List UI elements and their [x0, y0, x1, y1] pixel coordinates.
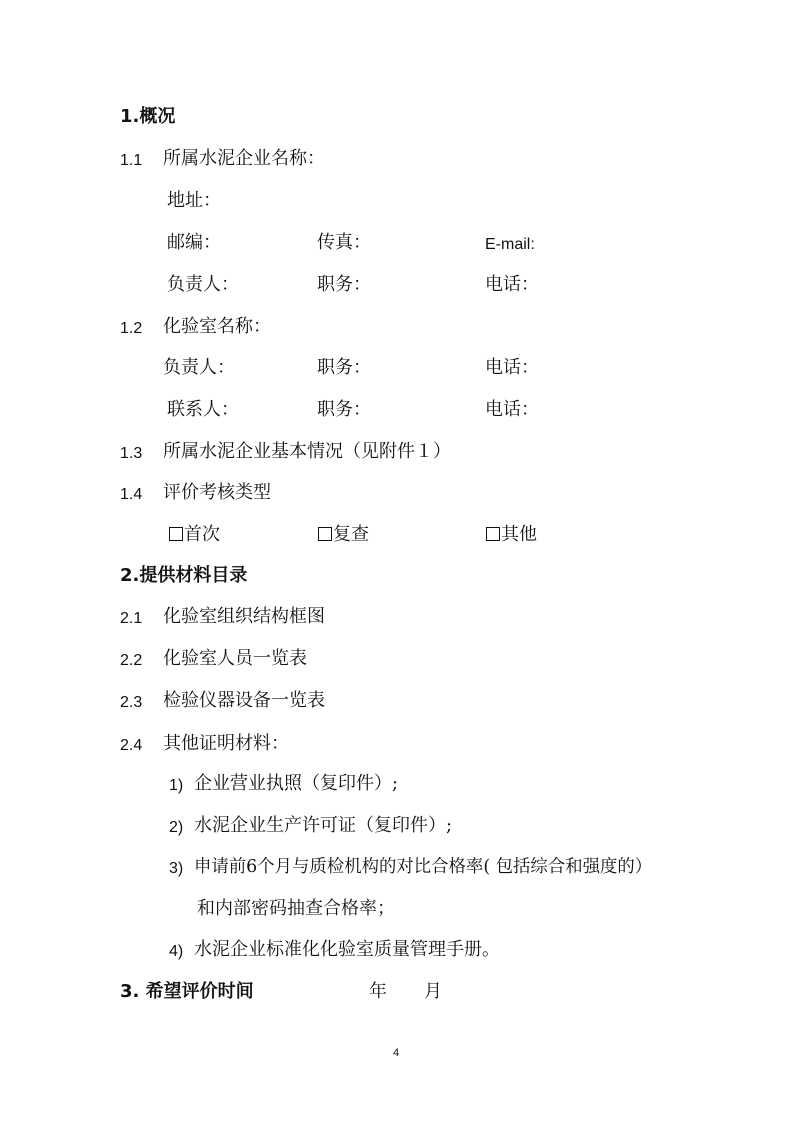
- item-2-2-label: 化验室人员一览表: [163, 648, 307, 669]
- contact-duty-label: 职务：: [317, 399, 371, 420]
- option-first-time[interactable]: [169, 524, 220, 546]
- sub-item-4-label: 水泥企业标准化化验室质量管理手册。: [194, 939, 500, 960]
- sub-item-3-continuation: 和内部密码抽查合格率；: [197, 898, 395, 919]
- sub-item-3-label: 申请前6个月与质检机构的对比合格率( 包括综合和强度的）: [194, 857, 653, 877]
- fax-label: 传真：: [317, 232, 371, 253]
- email-label: E-mail:: [485, 236, 535, 253]
- item-2-3-label: 检验仪器设备一览表: [163, 690, 325, 711]
- item-1-1-number: 1.1: [120, 152, 143, 169]
- checkbox-icon[interactable]: [486, 527, 500, 541]
- item-1-3-label: 所属水泥企业基本情况（见附件１）: [163, 441, 451, 462]
- lab-tel-label: 电话：: [485, 357, 539, 378]
- item-2-3-number: 2.3: [120, 694, 143, 711]
- item-2-1-number: 2.1: [120, 610, 143, 627]
- year-label: 年: [369, 981, 387, 1002]
- item-2-4-number: 2.4: [120, 737, 143, 754]
- item-1-3-number: 1.3: [120, 445, 143, 462]
- section-3-title: 3. 希望评价时间: [120, 981, 254, 1002]
- option-other-label: 其他: [501, 524, 537, 545]
- contact-tel-label: 电话：: [485, 399, 539, 420]
- item-1-4-number: 1.4: [120, 486, 143, 503]
- item-1-2-label: 化验室名称：: [163, 316, 271, 337]
- lab-head-label: 负责人：: [163, 357, 235, 378]
- item-1-4-label: 评价考核类型: [163, 482, 271, 503]
- company-tel-label: 电话：: [485, 274, 539, 295]
- item-2-4-label: 其他证明材料：: [163, 733, 289, 754]
- sub-item-1-number: 1): [169, 777, 184, 794]
- option-review[interactable]: [318, 524, 369, 546]
- sub-item-2-label: 水泥企业生产许可证（复印件）;: [194, 815, 453, 836]
- postcode-label: 邮编：: [167, 232, 221, 253]
- company-duty-label: 职务：: [317, 274, 371, 295]
- sub-item-3-number: 3): [169, 860, 184, 877]
- sub-item-4-number: 4): [169, 943, 184, 960]
- sub-item-1-label: 企业营业执照（复印件）;: [194, 773, 399, 794]
- company-head-label: 负责人：: [167, 274, 239, 295]
- item-2-2-number: 2.2: [120, 652, 143, 669]
- checkbox-icon[interactable]: [318, 527, 332, 541]
- checkbox-icon[interactable]: [169, 527, 183, 541]
- contact-label: 联系人：: [167, 399, 239, 420]
- section-2-title: 2.提供材料目录: [120, 565, 248, 586]
- item-1-1-label: 所属水泥企业名称：: [163, 148, 325, 169]
- address-label: 地址：: [167, 190, 221, 211]
- option-review-label: 复查: [333, 524, 369, 545]
- item-1-2-number: 1.2: [120, 320, 143, 337]
- month-label: 月: [424, 981, 442, 1002]
- sub-item-2-number: 2): [169, 819, 184, 836]
- page-number: 4: [393, 1047, 400, 1059]
- option-first-time-label: 首次: [184, 524, 220, 545]
- option-other[interactable]: [486, 524, 537, 546]
- section-1-title: 1.概况: [120, 106, 176, 127]
- item-2-1-label: 化验室组织结构框图: [163, 606, 325, 627]
- lab-duty-label: 职务：: [317, 357, 371, 378]
